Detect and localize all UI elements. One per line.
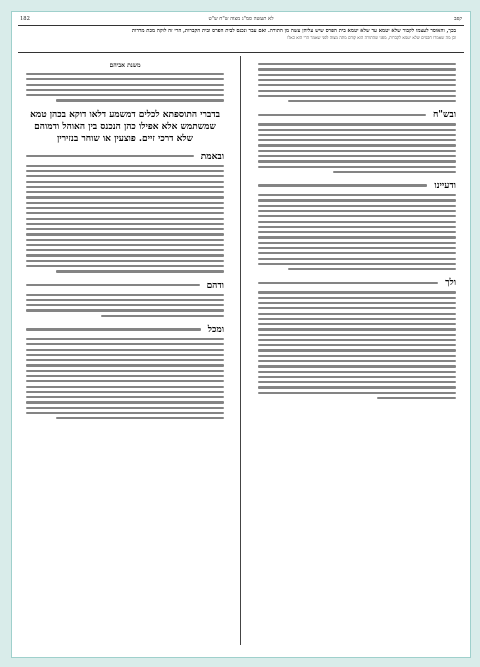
document-page — [11, 11, 471, 658]
column-divider — [240, 56, 241, 645]
paragraph-head — [258, 277, 456, 288]
running-header — [12, 12, 470, 22]
paragraph-label: ובאמת — [200, 151, 224, 162]
text-block — [258, 291, 456, 399]
right-column — [258, 60, 456, 406]
paragraph-head — [258, 180, 456, 191]
paragraph-label: ודעיינו — [434, 181, 456, 192]
text-block — [26, 338, 224, 419]
text-block — [26, 73, 224, 102]
header-rule — [18, 25, 464, 26]
paragraph-label: ודהם — [206, 280, 224, 291]
paragraph-label: ומכל — [207, 324, 224, 335]
page-number-hebrew: קפב — [454, 16, 462, 22]
paragraph-label: ולך — [445, 278, 456, 289]
running-title: לא תעשה סמ"ג מצוה ש"ח ש"ט — [208, 16, 274, 22]
paragraph-head — [26, 324, 224, 335]
paragraph-head — [258, 109, 456, 120]
page-number: 182 — [20, 16, 30, 22]
left-column — [26, 60, 224, 426]
commentary-heading: בדברי התוספתא לכלים דמשמע דלאו דוקא בכהן טמא שמשתמש אלא אפילו כהן הנכנס בין האוהל ודמוהם שלא דרכי זיים. פוצעין או שוחר בנזירין — [30, 109, 220, 144]
paragraph-head — [26, 280, 224, 291]
commentary-title: משנת אביהם — [109, 62, 141, 69]
section-rule — [18, 52, 464, 53]
text-block — [258, 123, 456, 173]
main-text-block — [26, 28, 456, 41]
text-block — [258, 63, 456, 102]
text-block — [26, 294, 224, 317]
paragraph-label: ובש"ח — [432, 110, 456, 121]
paragraph-head — [26, 151, 224, 162]
text-block — [26, 165, 224, 273]
main-text-line-small: וכן מה שאמרו חכמים שלא יטמא לקברות, מפני שהתורה הוא קודם מתה מצוה לפני שאמר הרי הוא כאלו — [287, 35, 456, 40]
text-block — [258, 194, 456, 270]
main-text-line: בכך, והאוסר לעצמו לקבור שלא יטמא עד שלא יטמא בית הפרס שיש עליהן עשה מן התורה. ואם עבר ונכנס לבית הפרס ובית הקברות, הרי זה לוקה מכת מרדות — [131, 28, 456, 34]
